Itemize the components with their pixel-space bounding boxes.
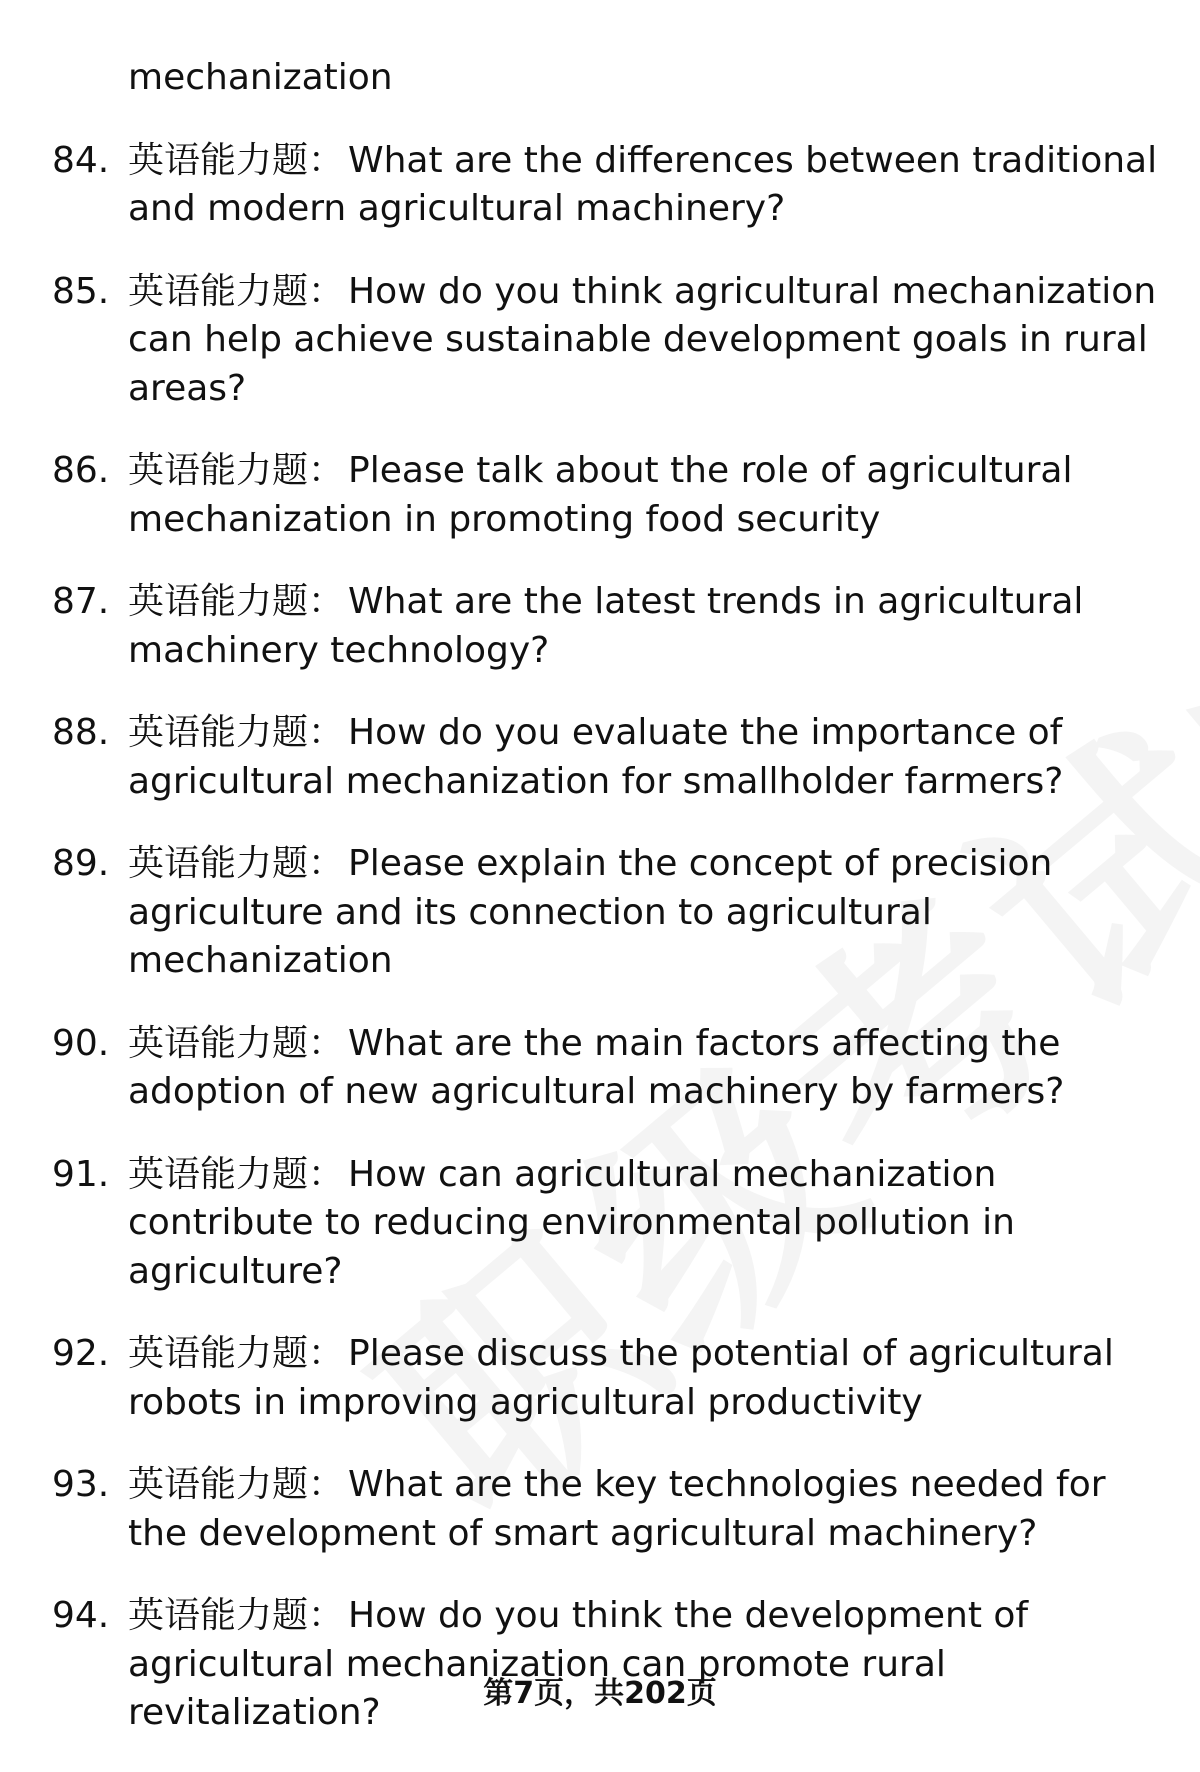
question-label: 英语能力题： xyxy=(128,450,345,491)
question-label: 英语能力题： xyxy=(128,1595,345,1636)
question-text: What are the main factors affecting the adoption of new agricultural machinery by farmers? xyxy=(128,1022,1065,1112)
question-body xyxy=(128,578,1162,675)
question-body xyxy=(128,840,1162,986)
question-item xyxy=(52,1461,1162,1558)
question-label: 英语能力题： xyxy=(128,581,345,622)
question-text: What are the differences between traditional and modern agricultural machinery? xyxy=(128,139,1158,229)
question-text: How do you evaluate the importance of agricultural mechanization for smallholder farmers? xyxy=(128,712,1064,802)
question-text: How do you think agricultural mechanization can help achieve sustainable development goals in rural areas? xyxy=(128,270,1157,409)
question-label: 英语能力题： xyxy=(128,1464,345,1505)
question-item xyxy=(52,137,1162,234)
question-number: 93. xyxy=(52,1464,110,1505)
question-text: Please explain the concept of precision agriculture and its connection to agricultural mechanization xyxy=(128,843,1053,981)
question-body xyxy=(128,268,1162,414)
question-text: How do you think the development of agricultural mechanization can promote rural revitalization? xyxy=(128,1595,1029,1733)
question-number: 87. xyxy=(52,581,110,622)
question-item xyxy=(52,1151,1162,1297)
question-number: 92. xyxy=(52,1333,110,1374)
question-text: Please talk about the role of agricultural mechanization in promoting food security xyxy=(128,450,1073,540)
question-body xyxy=(128,137,1162,234)
question-label: 英语能力题： xyxy=(128,712,345,753)
question-item xyxy=(52,1592,1162,1738)
question-number: 86. xyxy=(52,450,110,491)
question-body xyxy=(128,1592,1162,1738)
question-body xyxy=(128,709,1162,806)
page-footer: 第7页，共202页 xyxy=(483,1676,717,1711)
question-label: 英语能力题： xyxy=(128,1022,345,1064)
question-item xyxy=(52,447,1162,544)
question-list xyxy=(52,54,1162,1772)
continuation-text: mechanization xyxy=(128,57,393,98)
question-body xyxy=(128,1020,1162,1117)
question-label: 英语能力题： xyxy=(128,270,345,312)
question-item xyxy=(52,709,1162,806)
question-number: 91. xyxy=(52,1153,110,1195)
question-label: 英语能力题： xyxy=(128,1333,345,1374)
question-label: 英语能力题： xyxy=(128,843,345,884)
question-body xyxy=(128,1461,1162,1558)
question-text: Please discuss the potential of agricultural robots in improving agricultural productivity xyxy=(128,1333,1114,1423)
question-text: What are the key technologies needed for the development of smart agricultural machinery? xyxy=(128,1464,1106,1554)
question-number: 84. xyxy=(52,139,110,181)
question-body xyxy=(128,447,1162,544)
question-number: 90. xyxy=(52,1022,110,1064)
question-item xyxy=(52,1020,1162,1117)
question-number: 89. xyxy=(52,843,110,884)
question-item xyxy=(52,578,1162,675)
question-number: 88. xyxy=(52,712,110,753)
question-item xyxy=(52,268,1162,414)
question-text: What are the latest trends in agricultural machinery technology? xyxy=(128,581,1084,671)
question-number: 85. xyxy=(52,270,110,312)
question-item xyxy=(52,1330,1162,1427)
question-label: 英语能力题： xyxy=(128,1153,345,1195)
question-number: 94. xyxy=(52,1595,110,1636)
question-label: 英语能力题： xyxy=(128,139,345,181)
question-text: How can agricultural mechanization contribute to reducing environmental pollution in agriculture? xyxy=(128,1153,1015,1292)
question-body xyxy=(128,1151,1162,1297)
question-item xyxy=(52,840,1162,986)
question-body xyxy=(128,1330,1162,1427)
